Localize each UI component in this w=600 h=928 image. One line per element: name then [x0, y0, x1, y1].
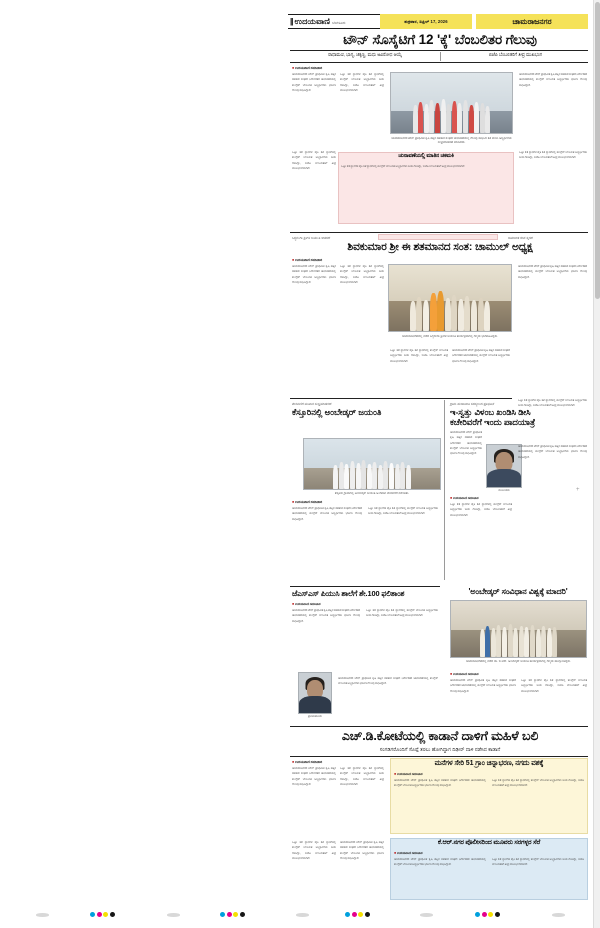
story6-byline: ■ ಉದಯವಾಣಿ ಸಮಾಚಾರ: [450, 672, 479, 676]
lead-rule-top: [290, 50, 588, 51]
story4-headline-line2: ಕಚೇರಿವರೆಗೆ ಇಂದು ಪಾದಯಾತ್ರೆ: [450, 417, 536, 427]
story4-body-col3: ಚಾಮರಾಜನಗರ ಟೌನ್ ಪ್ರಾಥಮಿಕ ಕೃಷಿ ಪತ್ತಿನ ಸಹಕಾರ ಸಂಘದ ನಿರ್ದೇಶಕರ ಚುನಾವಣೆಯಲ್ಲಿ ಕಾಂಗ್ರೆಸ್ ಬೆಂಬಲಿತ ಅಭ್ಯರ್ಥಿಗಳು ಭರ್ಜರಿ ಗೆಲುವು ಸಾಧಿಸಿದ್ದಾರೆ.: [518, 444, 587, 459]
registration-bar: [0, 902, 600, 928]
bottom-box-1-body-col1: ಚಾಮರಾಜನಗರ ಟೌನ್ ಪ್ರಾಥಮಿಕ ಕೃಷಿ ಪತ್ತಿನ ಸಹಕಾರ ಸಂಘದ ನಿರ್ದೇಶಕರ ಚುನಾವಣೆಯಲ್ಲಿ ಕಾಂಗ್ರೆಸ್ ಬೆಂಬಲಿತ ಅಭ್ಯರ್ಥಿಗಳು ಭರ್ಜರಿ ಗೆಲುವು ಸಾಧಿಸಿದ್ದಾರೆ.: [394, 778, 486, 788]
section-divider-4: [290, 726, 588, 727]
story6-headline: 'ಅಂಬೇಡ್ಕರ್ ಸಂವಿಧಾನ ವಿಶ್ವಕ್ಕೆ ಮಾದರಿ': [468, 587, 568, 596]
story3-kicker: ಮೆರವಣಿಗೆ ಮೂಲಕ ಸಂಭ್ರಮಾಚರಣೆ: [292, 402, 332, 406]
story5-byline: ■ ಉದಯವಾಣಿ ಸಮಾಚಾರ: [292, 602, 321, 606]
registration-color-group: [220, 912, 245, 917]
registration-oval: [296, 913, 309, 917]
bottom-box-1-headline: ಮನೆಗಳ ಸೇರಿ 51 ಗ್ರಾಂ ಚಿನ್ನಾಭರಣ, ನಗದು ವಶಕ್ಕೆ: [434, 760, 544, 767]
story3-body-col1: ಚಾಮರಾಜನಗರ ಟೌನ್ ಪ್ರಾಥಮಿಕ ಕೃಷಿ ಪತ್ತಿನ ಸಹಕಾರ ಸಂಘದ ನಿರ್ದೇಶಕರ ಚುನಾವಣೆಯಲ್ಲಿ ಕಾಂಗ್ರೆಸ್ ಬೆಂಬಲಿತ ಅಭ್ಯರ್ಥಿಗಳು ಭರ್ಜರಿ ಗೆಲುವು ಸಾಧಿಸಿದ್ದಾರೆ.: [292, 506, 362, 521]
masthead: [288, 14, 588, 29]
story6-body-col2: ಒಟ್ಟು 13 ಸ್ಥಾನಗಳ ಪೈಕಿ 12 ಸ್ಥಾನಗಳಲ್ಲಿ ಕಾಂಗ್ರೆಸ್ ಬೆಂಬಲಿತ ಅಭ್ಯರ್ಥಿಗಳು ಜಯ ಗಳಿಸಿದ್ದು, ಬಿಜೆಪಿ ಬೆಂಬಲಿತರಿಗೆ ತೀವ್ರ ಮುಖಭಂಗವಾಗಿದೆ.: [521, 678, 587, 693]
bottom-lead-body-col1: ಚಾಮರಾಜನಗರ ಟೌನ್ ಪ್ರಾಥಮಿಕ ಕೃಷಿ ಪತ್ತಿನ ಸಹಕಾರ ಸಂಘದ ನಿರ್ದೇಶಕರ ಚುನಾವಣೆಯಲ್ಲಿ ಕಾಂಗ್ರೆಸ್ ಬೆಂಬಲಿತ ಅಭ್ಯರ್ಥಿಗಳು ಭರ್ಜರಿ ಗೆಲುವು ಸಾಧಿಸಿದ್ದಾರೆ.: [292, 766, 336, 786]
lead-body-col2: ಒಟ್ಟು 13 ಸ್ಥಾನಗಳ ಪೈಕಿ 12 ಸ್ಥಾನಗಳಲ್ಲಿ ಕಾಂಗ್ರೆಸ್ ಬೆಂಬಲಿತ ಅಭ್ಯರ್ಥಿಗಳು ಜಯ ಗಳಿಸಿದ್ದು, ಬಿಜೆಪಿ ಬೆಂಬಲಿತರಿಗೆ ತೀವ್ರ ಮುಖಭಂಗವಾಗಿದೆ.: [340, 72, 384, 92]
bottom-lead-byline: ■ ಉದಯವಾಣಿ ಸಮಾಚಾರ: [292, 760, 322, 764]
story3-photo: [303, 438, 441, 490]
bottom-lead-body-col2: ಒಟ್ಟು 13 ಸ್ಥಾನಗಳ ಪೈಕಿ 12 ಸ್ಥಾನಗಳಲ್ಲಿ ಕಾಂಗ್ರೆಸ್ ಬೆಂಬಲಿತ ಅಭ್ಯರ್ಥಿಗಳು ಜಯ ಗಳಿಸಿದ್ದು, ಬಿಜೆಪಿ ಬೆಂಬಲಿತರಿಗೆ ತೀವ್ರ ಮುಖಭಂಗವಾಗಿದೆ.: [340, 766, 384, 786]
lead-subhead-right: ಬಿಜೆಪಿ ಬೆಂಬಲಿತರಿಗೆ ತೀವ್ರ ಮುಖಭಂಗ: [488, 52, 543, 57]
story5-body-col2: ಒಟ್ಟು 13 ಸ್ಥಾನಗಳ ಪೈಕಿ 12 ಸ್ಥಾನಗಳಲ್ಲಿ ಕಾಂಗ್ರೆಸ್ ಬೆಂಬಲಿತ ಅಭ್ಯರ್ಥಿಗಳು ಜಯ ಗಳಿಸಿದ್ದು, ಬಿಜೆಪಿ ಬೆಂಬಲಿತರಿಗೆ ತೀವ್ರ ಮುಖಭಂಗವಾಗಿದೆ.: [366, 608, 438, 618]
story2-headline: ಶಿವಕುಮಾರ ಶ್ರೀ ಈ ಶತಮಾನದ ಸಂತ: ಚಾಮುಲ್ ಅಧ್ಯಕ್ಷ: [347, 241, 533, 253]
story2-body-col-right: ಚಾಮರಾಜನಗರ ಟೌನ್ ಪ್ರಾಥಮಿಕ ಕೃಷಿ ಪತ್ತಿನ ಸಹಕಾರ ಸಂಘದ ನಿರ್ದೇಶಕರ ಚುನಾವಣೆಯಲ್ಲಿ ಕಾಂಗ್ರೆಸ್ ಬೆಂಬಲಿತ ಅಭ್ಯರ್ಥಿಗಳು ಭರ್ಜರಿ ಗೆಲುವು ಸಾಧಿಸಿದ್ದಾರೆ.: [518, 264, 587, 279]
section-divider-3: [290, 586, 440, 587]
story2-photo-caption: ಚಾಮರಾಜನಗರದಲ್ಲಿ ನಡೆದ ಸಿದ್ಧಗಂಗಾ ಶ್ರೀಗಳ ಜಯಂತಿ ಕಾರ್ಯಕ್ರಮದಲ್ಲಿ ಗಣ್ಯರು ಭಾಗವಹಿಸಿದ್ದರು.: [402, 334, 498, 338]
bottom-lead-body-col4: ಚಾಮರಾಜನಗರ ಟೌನ್ ಪ್ರಾಥಮಿಕ ಕೃಷಿ ಪತ್ತಿನ ಸಹಕಾರ ಸಂಘದ ನಿರ್ದೇಶಕರ ಚುನಾವಣೆಯಲ್ಲಿ ಕಾಂಗ್ರೆಸ್ ಬೆಂಬಲಿತ ಅಭ್ಯರ್ಥಿಗಳು ಭರ್ಜರಿ ಗೆಲುವು ಸಾಧಿಸಿದ್ದಾರೆ.: [340, 840, 384, 860]
registration-color-group: [475, 912, 500, 917]
registration-oval: [167, 913, 180, 917]
story2-kicker-band: [378, 234, 498, 240]
crop-mark: +: [576, 487, 580, 493]
story5-headline: ಜೆಎಸ್‌ಎಸ್ ಪಿಯುಸಿ ಶಾಲೆಗೆ ಶೇ.100 ಫಲಿತಾಂಶ: [292, 589, 405, 598]
story2-body-col3: ಒಟ್ಟು 13 ಸ್ಥಾನಗಳ ಪೈಕಿ 12 ಸ್ಥಾನಗಳಲ್ಲಿ ಕಾಂಗ್ರೆಸ್ ಬೆಂಬಲಿತ ಅಭ್ಯರ್ಥಿಗಳು ಜಯ ಗಳಿಸಿದ್ದು, ಬಿಜೆಪಿ ಬೆಂಬಲಿತರಿಗೆ ತೀವ್ರ ಮುಖಭಂಗವಾಗಿದೆ.: [390, 348, 448, 363]
masthead-logo-text: ಉದಯವಾಣಿ: [294, 16, 331, 26]
masthead-bars-icon: ||: [290, 17, 293, 26]
story6-photo-caption: ಚಾಮರಾಜನಗರದಲ್ಲಿ ನಡೆದ ಡಾ. ಬಿ.ಆರ್. ಅಂಬೇಡ್ಕರ್ ಜಯಂತಿ ಕಾರ್ಯಕ್ರಮದಲ್ಲಿ ಗಣ್ಯರು ಪಾಲ್ಗೊಂಡಿದ್ದರು.: [466, 659, 571, 663]
lead-body-col3: ಒಟ್ಟು 13 ಸ್ಥಾನಗಳ ಪೈಕಿ 12 ಸ್ಥಾನಗಳಲ್ಲಿ ಕಾಂಗ್ರೆಸ್ ಬೆಂಬಲಿತ ಅಭ್ಯರ್ಥಿಗಳು ಜಯ ಗಳಿಸಿದ್ದು, ಬಿಜೆಪಿ ಬೆಂಬಲಿತರಿಗೆ ತೀವ್ರ ಮುಖಭಂಗವಾಗಿದೆ.: [292, 150, 336, 170]
story5-body-col3: ಚಾಮರಾಜನಗರ ಟೌನ್ ಪ್ರಾಥಮಿಕ ಕೃಷಿ ಪತ್ತಿನ ಸಹಕಾರ ಸಂಘದ ನಿರ್ದೇಶಕರ ಚುನಾವಣೆಯಲ್ಲಿ ಕಾಂಗ್ರೆಸ್ ಬೆಂಬಲಿತ ಅಭ್ಯರ್ಥಿಗಳು ಭರ್ಜರಿ ಗೆಲುವು ಸಾಧಿಸಿದ್ದಾರೆ.: [338, 676, 438, 686]
story4-body-col2: ಒಟ್ಟು 13 ಸ್ಥಾನಗಳ ಪೈಕಿ 12 ಸ್ಥಾನಗಳಲ್ಲಿ ಕಾಂಗ್ರೆಸ್ ಬೆಂಬಲಿತ ಅಭ್ಯರ್ಥಿಗಳು ಜಯ ಗಳಿಸಿದ್ದು, ಬಿಜೆಪಿ ಬೆಂಬಲಿತರಿಗೆ ತೀವ್ರ ಮುಖಭಂಗವಾಗಿದೆ.: [450, 502, 512, 517]
masthead-logo-subtext: ಬೆಂಗಳೂರು: [332, 20, 346, 25]
story5-portrait-caption: ಪ್ರಾಂಶುಪಾಲರು: [308, 714, 322, 718]
story2-photo: [388, 264, 512, 332]
lead-body-col1: ಚಾಮರಾಜನಗರ ಟೌನ್ ಪ್ರಾಥಮಿಕ ಕೃಷಿ ಪತ್ತಿನ ಸಹಕಾರ ಸಂಘದ ನಿರ್ದೇಶಕರ ಚುನಾವಣೆಯಲ್ಲಿ ಕಾಂಗ್ರೆಸ್ ಬೆಂಬಲಿತ ಅಭ್ಯರ್ಥಿಗಳು ಭರ್ಜರಿ ಗೆಲುವು ಸಾಧಿಸಿದ್ದಾರೆ.: [292, 72, 336, 92]
story2-body-col2: ಒಟ್ಟು 13 ಸ್ಥಾನಗಳ ಪೈಕಿ 12 ಸ್ಥಾನಗಳಲ್ಲಿ ಕಾಂಗ್ರೆಸ್ ಬೆಂಬಲಿತ ಅಭ್ಯರ್ಥಿಗಳು ಜಯ ಗಳಿಸಿದ್ದು, ಬಿಜೆಪಿ ಬೆಂಬಲಿತರಿಗೆ ತೀವ್ರ ಮುಖಭಂಗವಾಗಿದೆ.: [340, 264, 384, 284]
section-divider-1: [290, 232, 588, 233]
registration-oval: [420, 913, 433, 917]
lead-photo: [390, 72, 513, 134]
registration-color-group: [90, 912, 115, 917]
story4-headline-line1: ಇ-ಸ್ವತ್ತು ವಿಳಂಬ ಖಂಡಿಸಿ ಡೀಸಿ: [450, 407, 531, 417]
lead-subsection-body: ಒಟ್ಟು 13 ಸ್ಥಾನಗಳ ಪೈಕಿ 12 ಸ್ಥಾನಗಳಲ್ಲಿ ಕಾಂಗ್ರೆಸ್ ಬೆಂಬಲಿತ ಅಭ್ಯರ್ಥಿಗಳು ಜಯ ಗಳಿಸಿದ್ದು, ಬಿಜೆಪಿ ಬೆಂಬಲಿತರಿಗೆ ತೀವ್ರ ಮುಖಭಂಗವಾಗಿದೆ.: [341, 164, 466, 168]
lead-subhead-left: ರಾಧಾಮಣಿ, ಭಾಗ್ಯ, ಚಿಕ್ಕಣ್ಣ, ಮಧು ಅವಿರೋಧ ಆಯ್ಕೆ: [328, 52, 402, 57]
lead-rule-bottom: [290, 62, 588, 63]
story2-body-col1: ಚಾಮರಾಜನಗರ ಟೌನ್ ಪ್ರಾಥಮಿಕ ಕೃಷಿ ಪತ್ತಿನ ಸಹಕಾರ ಸಂಘದ ನಿರ್ದೇಶಕರ ಚುನಾವಣೆಯಲ್ಲಿ ಕಾಂಗ್ರೆಸ್ ಬೆಂಬಲಿತ ಅಭ್ಯರ್ಥಿಗಳು ಭರ್ಜರಿ ಗೆಲುವು ಸಾಧಿಸಿದ್ದಾರೆ.: [292, 264, 336, 284]
lead-body-col4: ಒಟ್ಟು 13 ಸ್ಥಾನಗಳ ಪೈಕಿ 12 ಸ್ಥಾನಗಳಲ್ಲಿ ಕಾಂಗ್ರೆಸ್ ಬೆಂಬಲಿತ ಅಭ್ಯರ್ಥಿಗಳು ಜಯ ಗಳಿಸಿದ್ದು, ಬಿಜೆಪಿ ಬೆಂಬಲಿತರಿಗೆ ತೀವ್ರ ಮುಖಭಂಗವಾಗಿದೆ.: [519, 150, 587, 160]
lead-photo-caption: ಚಾಮರಾಜನಗರ ಟೌನ್ ಪ್ರಾಥಮಿಕ ಕೃಷಿ ಪತ್ತಿನ ಸಹಕಾರ ಸಂಘದ ಚುನಾವಣೆಯಲ್ಲಿ ಗೆಲುವು ಸಾಧಿಸಿದ 12 ಮಂದಿ ಅಭ್ಯರ್ಥಿಗಳು ಸಂಭ್ರಮಾಚರಣೆ ಮಾಡಿದರು.: [391, 136, 512, 145]
lead-byline: ■ ಉದಯವಾಣಿ ಸಮಾಚಾರ: [292, 66, 322, 70]
masthead-date: ಶುಕ್ರವಾರ, ಏಪ್ರಿಲ್ 17, 2026: [380, 14, 472, 29]
scrollbar-thumb[interactable]: [595, 2, 600, 299]
bottom-box-2-headline: ಕೆ.ಆರ್.ನಗರ ಪೊಲೀಸರಿಂದ ಮೂವರು ಸರಗಳ್ಳರ ಸೆರೆ: [437, 839, 541, 846]
lead-body-col-right: ಚಾಮರಾಜನಗರ ಟೌನ್ ಪ್ರಾಥಮಿಕ ಕೃಷಿ ಪತ್ತಿನ ಸಹಕಾರ ಸಂಘದ ನಿರ್ದೇಶಕರ ಚುನಾವಣೆಯಲ್ಲಿ ಕಾಂಗ್ರೆಸ್ ಬೆಂಬಲಿತ ಅಭ್ಯರ್ಥಿಗಳು ಭರ್ಜರಿ ಗೆಲುವು ಸಾಧಿಸಿದ್ದಾರೆ.: [519, 72, 587, 87]
registration-color-group: [345, 912, 370, 917]
story2-body-col5: ಒಟ್ಟು 13 ಸ್ಥಾನಗಳ ಪೈಕಿ 12 ಸ್ಥಾನಗಳಲ್ಲಿ ಕಾಂಗ್ರೆಸ್ ಬೆಂಬಲಿತ ಅಭ್ಯರ್ಥಿಗಳು ಜಯ ಗಳಿಸಿದ್ದು, ಬಿಜೆಪಿ ಬೆಂಬಲಿತರಿಗೆ ತೀವ್ರ ಮುಖಭಂಗವಾಗಿದೆ.: [518, 398, 587, 408]
story2-body-col4: ಚಾಮರಾಜನಗರ ಟೌನ್ ಪ್ರಾಥಮಿಕ ಕೃಷಿ ಪತ್ತಿನ ಸಹಕಾರ ಸಂಘದ ನಿರ್ದೇಶಕರ ಚುನಾವಣೆಯಲ್ಲಿ ಕಾಂಗ್ರೆಸ್ ಬೆಂಬಲಿತ ಅಭ್ಯರ್ಥಿಗಳು ಭರ್ಜರಿ ಗೆಲುವು ಸಾಧಿಸಿದ್ದಾರೆ.: [452, 348, 510, 363]
lead-headline: ಟೌನ್ ಸೊಸೈಟಿಗೆ 12 'ಕ್ಕೆ' ಬೆಂಬಲಿತರ ಗೆಲುವು: [343, 32, 537, 47]
registration-oval: [552, 913, 565, 917]
story4-byline: ■ ಉದಯವಾಣಿ ಸಮಾಚಾರ: [450, 496, 479, 500]
lead-subsection-title: ಚುನಾವಣೆಯಲ್ಲಿ ಮಾತಿನ ಚಕಮಕಿ: [398, 153, 454, 159]
masthead-edition-badge: ಚಾಮರಾಜನಗರ: [476, 14, 588, 29]
bottom-lead-rule: [290, 756, 588, 757]
story6-body-col1: ಚಾಮರಾಜನಗರ ಟೌನ್ ಪ್ರಾಥಮಿಕ ಕೃಷಿ ಪತ್ತಿನ ಸಹಕಾರ ಸಂಘದ ನಿರ್ದೇಶಕರ ಚುನಾವಣೆಯಲ್ಲಿ ಕಾಂಗ್ರೆಸ್ ಬೆಂಬಲಿತ ಅಭ್ಯರ್ಥಿಗಳು ಭರ್ಜರಿ ಗೆಲುವು ಸಾಧಿಸಿದ್ದಾರೆ.: [450, 678, 516, 693]
bottom-box-2-body-col2: ಒಟ್ಟು 13 ಸ್ಥಾನಗಳ ಪೈಕಿ 12 ಸ್ಥಾನಗಳಲ್ಲಿ ಕಾಂಗ್ರೆಸ್ ಬೆಂಬಲಿತ ಅಭ್ಯರ್ಥಿಗಳು ಜಯ ಗಳಿಸಿದ್ದು, ಬಿಜೆಪಿ ಬೆಂಬಲಿತರಿಗೆ ತೀವ್ರ ಮುಖಭಂಗವಾಗಿದೆ.: [492, 857, 584, 867]
story3-body-col2: ಒಟ್ಟು 13 ಸ್ಥಾನಗಳ ಪೈಕಿ 12 ಸ್ಥಾನಗಳಲ್ಲಿ ಕಾಂಗ್ರೆಸ್ ಬೆಂಬಲಿತ ಅಭ್ಯರ್ಥಿಗಳು ಜಯ ಗಳಿಸಿದ್ದು, ಬಿಜೆಪಿ ಬೆಂಬಲಿತರಿಗೆ ತೀವ್ರ ಮುಖಭಂಗವಾಗಿದೆ.: [368, 506, 438, 516]
story2-byline: ■ ಉದಯವಾಣಿ ಸಮಾಚಾರ: [292, 258, 322, 262]
section-divider-2: [290, 398, 512, 399]
story4-portrait-caption: ಮುಖಂಡರು: [498, 488, 510, 492]
bottom-box-2-body-col1: ಚಾಮರಾಜನಗರ ಟೌನ್ ಪ್ರಾಥಮಿಕ ಕೃಷಿ ಪತ್ತಿನ ಸಹಕಾರ ಸಂಘದ ನಿರ್ದೇಶಕರ ಚುನಾವಣೆಯಲ್ಲಿ ಕಾಂಗ್ರೆಸ್ ಬೆಂಬಲಿತ ಅಭ್ಯರ್ಥಿಗಳು ಭರ್ಜರಿ ಗೆಲುವು ಸಾಧಿಸಿದ್ದಾರೆ.: [394, 857, 486, 867]
registration-oval: [36, 913, 49, 917]
story4-kicker: ಗ್ರಾಮ ಪಂಚಾಯಿತಿ ಸದಸ್ಯರಿಂದ ಪ್ರತಿಭಟನೆ: [450, 402, 495, 406]
story5-portrait: [298, 672, 332, 714]
story4-body-col1: ಚಾಮರಾಜನಗರ ಟೌನ್ ಪ್ರಾಥಮಿಕ ಕೃಷಿ ಪತ್ತಿನ ಸಹಕಾರ ಸಂಘದ ನಿರ್ದೇಶಕರ ಚುನಾವಣೆಯಲ್ಲಿ ಕಾಂಗ್ರೆಸ್ ಬೆಂಬಲಿತ ಅಭ್ಯರ್ಥಿಗಳು ಭರ್ಜರಿ ಗೆಲುವು ಸಾಧಿಸಿದ್ದಾರೆ.: [450, 430, 482, 456]
story2-kicker-right: ಸಾಮಾಜಿಕ ಸೇವೆ ಸ್ಮರಣೆ: [508, 236, 533, 240]
story3-headline: ಕೆಸ್ತೂರಿನಲ್ಲಿ ಅಂಬೇಡ್ಕರ್ ಜಯಂತಿ: [292, 407, 382, 417]
page-scrollbar[interactable]: [593, 0, 600, 928]
story4-portrait: [486, 444, 522, 488]
bottom-lead-subhead: ಸಂಗಡಿಗರೊಂದಿಗೆ ಸೊಪ್ಪೆ ತರಲು ಹೋಗಿದ್ದಾಗ ದಿಢೀರ್ ದಾಳಿ ನಡೆಸಿದ ಕಾಡಾನೆ: [379, 747, 501, 753]
bottom-lead-body-col3: ಒಟ್ಟು 13 ಸ್ಥಾನಗಳ ಪೈಕಿ 12 ಸ್ಥಾನಗಳಲ್ಲಿ ಕಾಂಗ್ರೆಸ್ ಬೆಂಬಲಿತ ಅಭ್ಯರ್ಥಿಗಳು ಜಯ ಗಳಿಸಿದ್ದು, ಬಿಜೆಪಿ ಬೆಂಬಲಿತರಿಗೆ ತೀವ್ರ ಮುಖಭಂಗವಾಗಿದೆ.: [292, 840, 336, 860]
story3-byline: ■ ಉದಯವಾಣಿ ಸಮಾಚಾರ: [292, 500, 322, 504]
story3-photo-caption: ಕೆಸ್ತೂರು ಗ್ರಾಮದಲ್ಲಿ ಅಂಬೇಡ್ಕರ್ ಜಯಂತಿ ಅಂಗವಾಗಿ ಮೆರವಣಿಗೆ ನಡೆಯಿತು.: [334, 491, 410, 495]
masthead-logo-block: [288, 14, 380, 29]
lead-subhead-divider: [440, 52, 441, 61]
story2-kicker-left: ಸಿದ್ಧಗಂಗಾ ಶ್ರೀಗಳ ಜಯಂತಿ ಆಚರಣೆ: [292, 236, 331, 240]
story5-body-col1: ಚಾಮರಾಜನಗರ ಟೌನ್ ಪ್ರಾಥಮಿಕ ಕೃಷಿ ಪತ್ತಿನ ಸಹಕಾರ ಸಂಘದ ನಿರ್ದೇಶಕರ ಚುನಾವಣೆಯಲ್ಲಿ ಕಾಂಗ್ರೆಸ್ ಬೆಂಬಲಿತ ಅಭ್ಯರ್ಥಿಗಳು ಭರ್ಜರಿ ಗೆಲುವು ಸಾಧಿಸಿದ್ದಾರೆ.: [292, 608, 360, 623]
bottom-box-1-byline: ■ ಉದಯವಾಣಿ ಸಮಾಚಾರ: [394, 772, 423, 776]
bottom-box-1-body-col2: ಒಟ್ಟು 13 ಸ್ಥಾನಗಳ ಪೈಕಿ 12 ಸ್ಥಾನಗಳಲ್ಲಿ ಕಾಂಗ್ರೆಸ್ ಬೆಂಬಲಿತ ಅಭ್ಯರ್ಥಿಗಳು ಜಯ ಗಳಿಸಿದ್ದು, ಬಿಜೆಪಿ ಬೆಂಬಲಿತರಿಗೆ ತೀವ್ರ ಮುಖಭಂಗವಾಗಿದೆ.: [492, 778, 584, 788]
scan-left-margin: [0, 0, 286, 900]
story6-photo: [450, 600, 587, 658]
bottom-box-2-byline: ■ ಉದಯವಾಣಿ ಸಮಾಚಾರ: [394, 851, 423, 855]
story3-story4-divider: [444, 400, 445, 580]
bottom-lead-headline: ಎಚ್.ಡಿ.ಕೋಟೆಯಲ್ಲಿ ಕಾಡಾನೆ ದಾಳಿಗೆ ಮಹಿಳೆ ಬಲಿ: [341, 729, 539, 743]
